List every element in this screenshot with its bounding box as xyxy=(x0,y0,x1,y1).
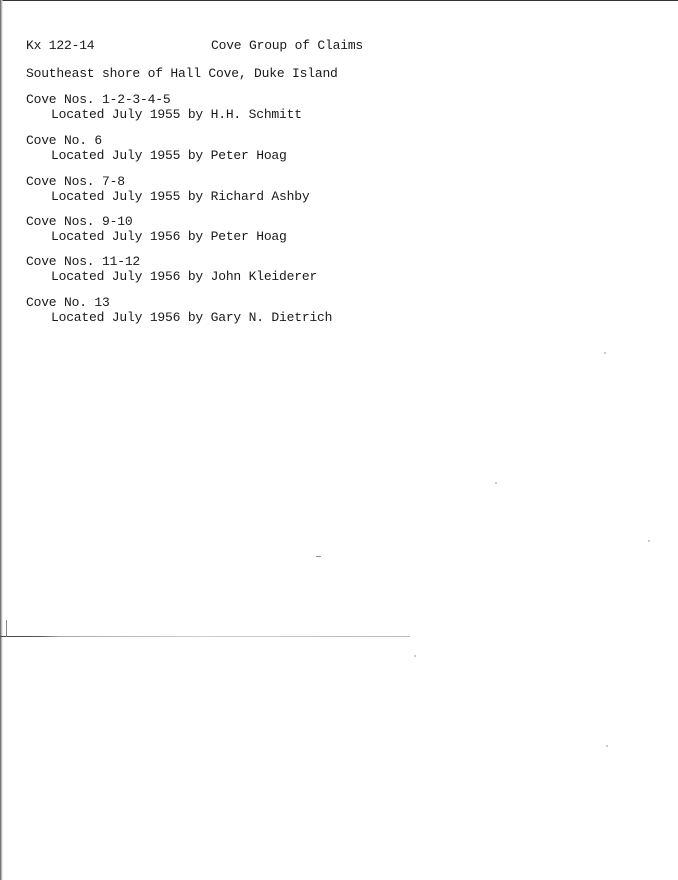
claim-entry-located: Located July 1956 by Gary N. Dietrich xyxy=(51,310,333,325)
claim-entry-heading: Cove Nos. 9-10 xyxy=(26,214,133,229)
fold-line xyxy=(0,636,410,637)
scan-speck xyxy=(495,482,497,484)
document-title: Cove Group of Claims xyxy=(211,38,364,53)
claim-entry-located: Located July 1956 by John Kleiderer xyxy=(51,269,318,284)
scan-speck xyxy=(606,745,608,747)
location-line: Southeast shore of Hall Cove, Duke Island xyxy=(26,66,338,81)
scan-speck xyxy=(648,540,650,542)
scan-speck xyxy=(316,556,321,557)
page-top-edge xyxy=(0,0,678,1)
claim-entry-heading: Cove Nos. 1-2-3-4-5 xyxy=(26,92,171,107)
claim-entry-located: Located July 1956 by Peter Hoag xyxy=(51,229,287,244)
scan-speck xyxy=(604,352,606,354)
fold-mark xyxy=(0,620,7,637)
claim-entry-heading: Cove No. 6 xyxy=(26,133,103,148)
claim-entry-heading: Cove No. 13 xyxy=(26,295,110,310)
page-left-edge xyxy=(0,0,3,880)
scan-speck xyxy=(414,655,416,657)
claim-entry-located: Located July 1955 by Richard Ashby xyxy=(51,189,310,204)
claim-entry-heading: Cove Nos. 11-12 xyxy=(26,254,141,269)
claim-entry-heading: Cove Nos. 7-8 xyxy=(26,174,125,189)
claim-entry-located: Located July 1955 by Peter Hoag xyxy=(51,148,287,163)
claim-entry-located: Located July 1955 by H.H. Schmitt xyxy=(51,107,302,122)
file-code: Kx 122-14 xyxy=(26,38,95,53)
